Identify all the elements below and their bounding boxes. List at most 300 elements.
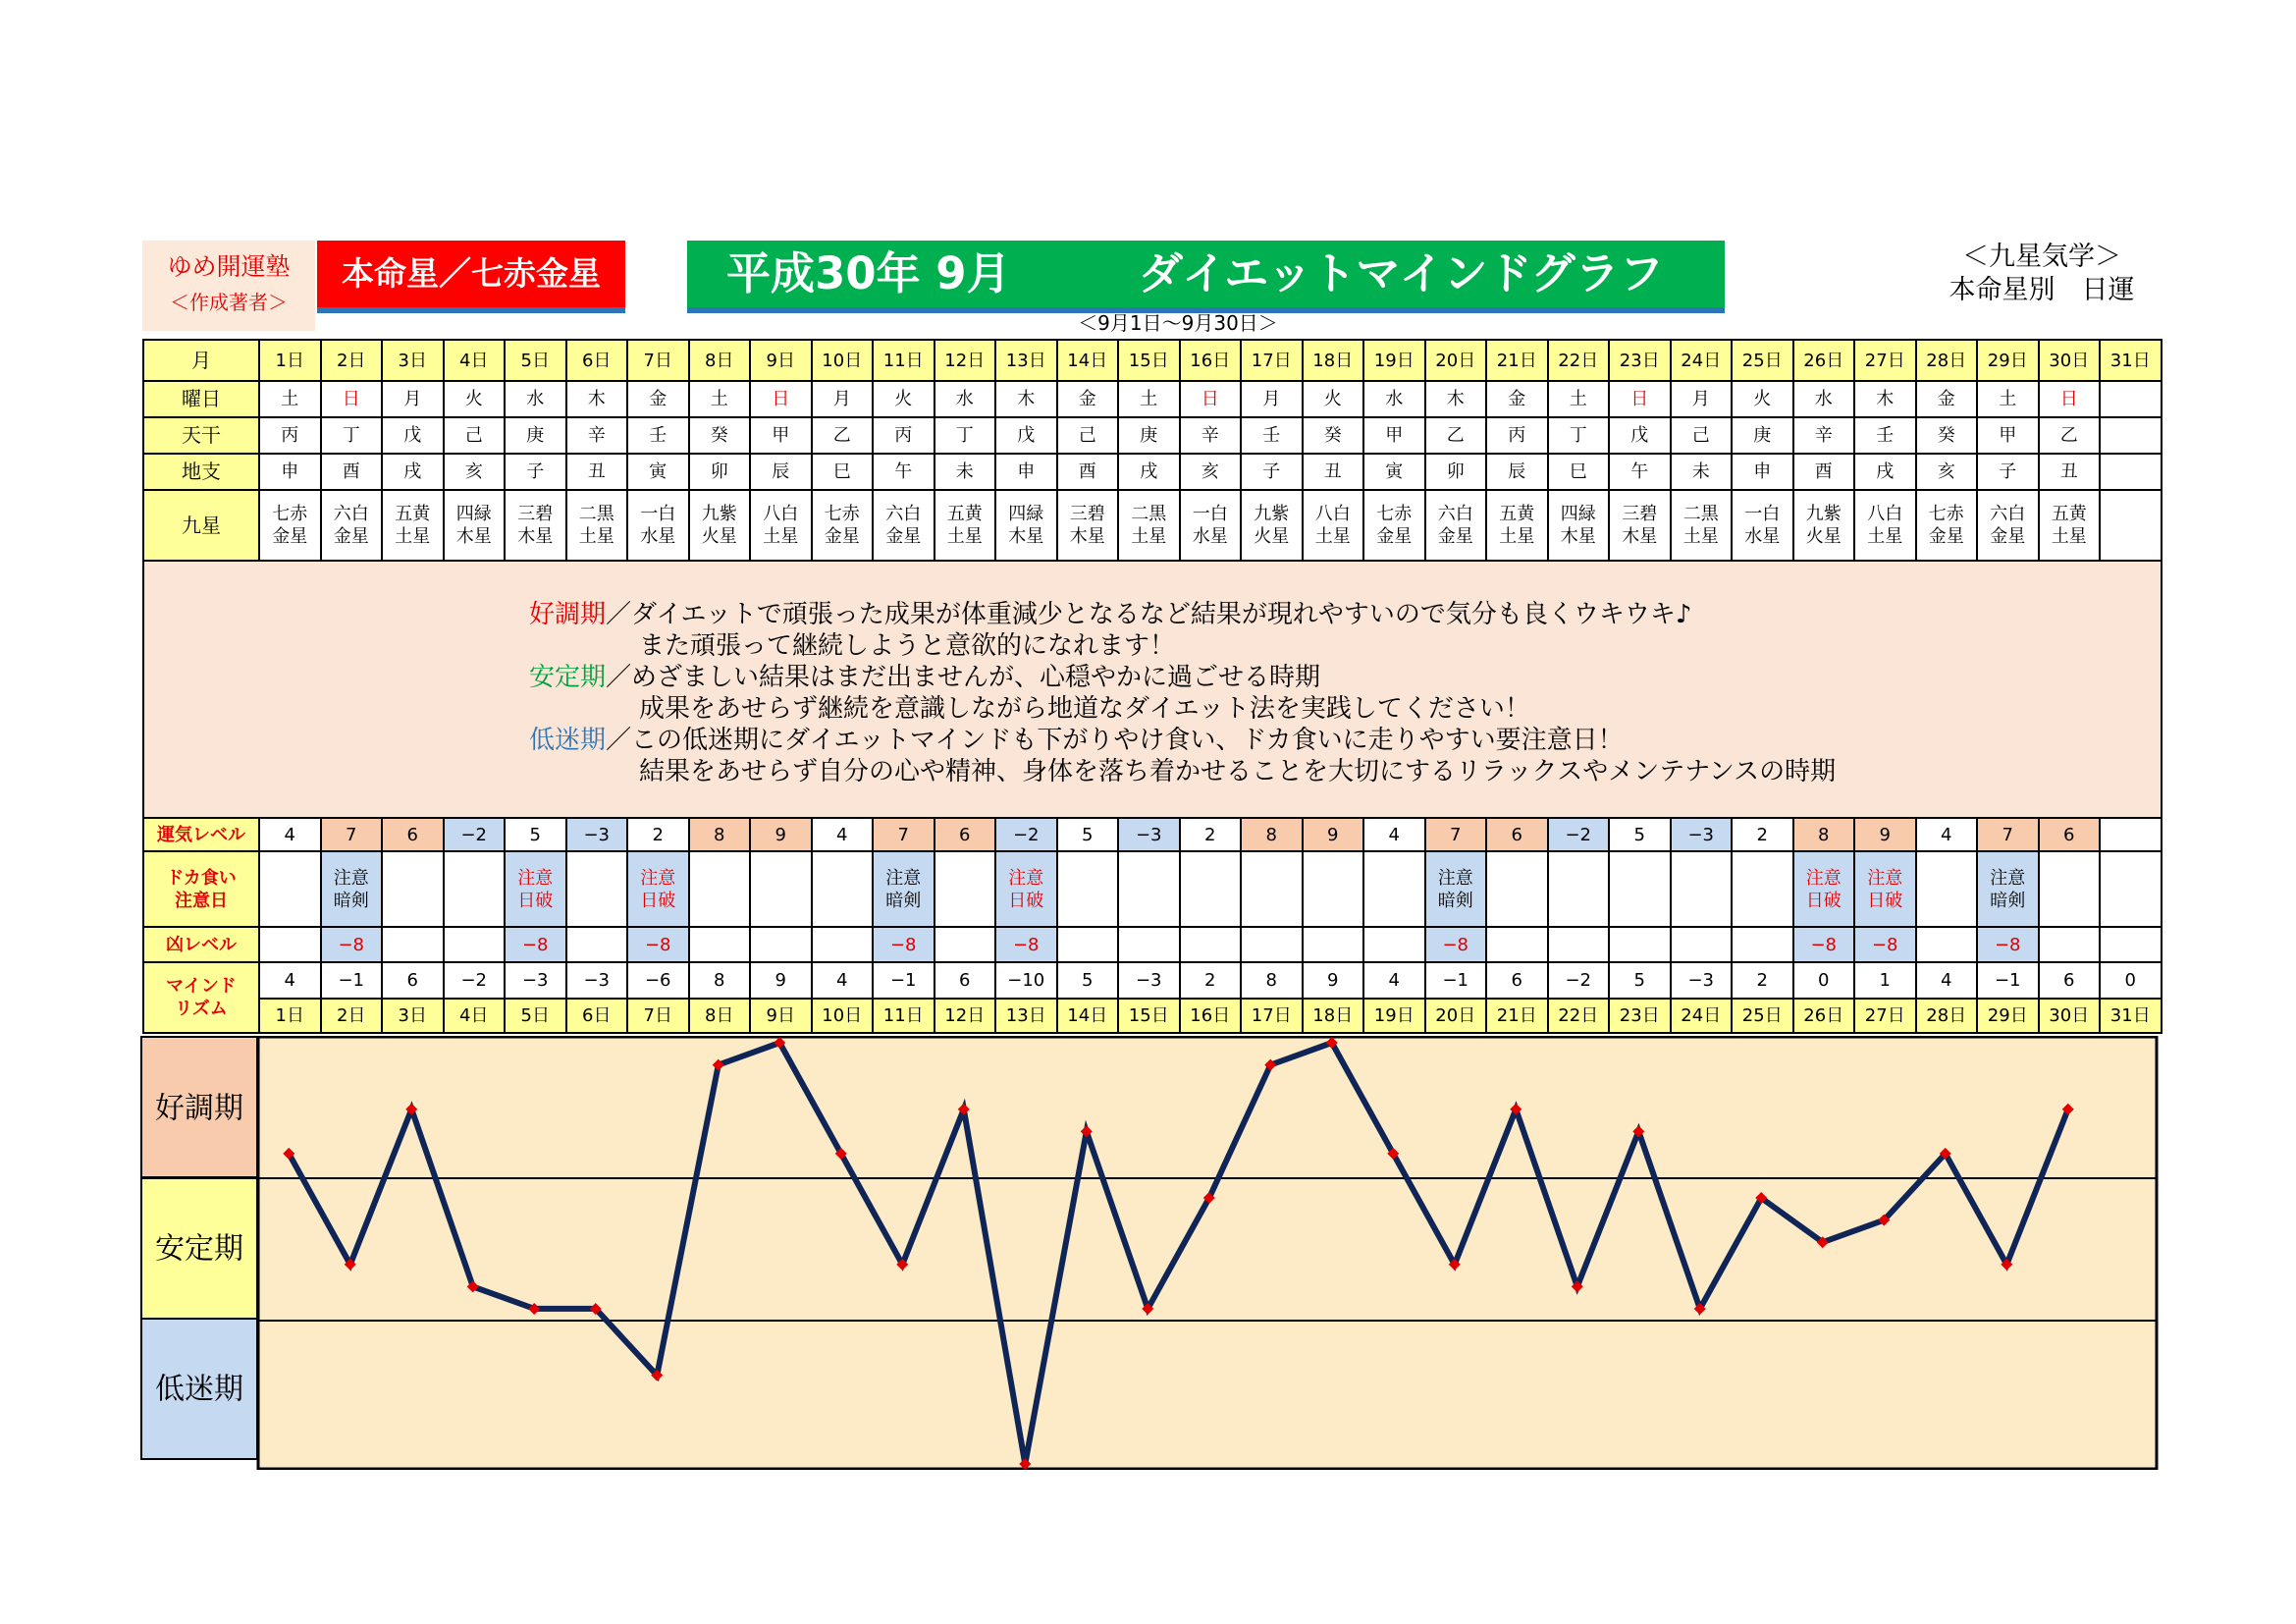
day-header: 20日 xyxy=(1425,340,1487,381)
tenkan-cell: 壬 xyxy=(1854,417,1916,454)
unki-cell: −2 xyxy=(995,818,1057,851)
day-header: 25日 xyxy=(1732,340,1793,381)
chishi-cell: 酉 xyxy=(1793,454,1855,490)
mind-cell: −1 xyxy=(321,962,383,999)
kyusei-cell-line1: 八白 xyxy=(1867,504,1903,524)
mind-cell: −2 xyxy=(444,962,506,999)
day-header: 30日 xyxy=(2039,340,2101,381)
chishi-cell: 亥 xyxy=(1180,454,1242,490)
chishi-cell: 卯 xyxy=(689,454,751,490)
kyusei-cell xyxy=(1548,490,1610,561)
day-footer: 24日 xyxy=(1671,999,1733,1033)
weekday-cell: 水 xyxy=(1363,381,1425,417)
kyusei-cell-line1: 一白 xyxy=(640,504,676,524)
dokagui-cell-line1: 注意 xyxy=(1990,867,2026,889)
subject-box xyxy=(1904,241,2179,307)
calendar-grid xyxy=(142,339,2163,1034)
chishi-cell: 辰 xyxy=(750,454,812,490)
unki-cell: 8 xyxy=(1793,818,1855,851)
dokagui-cell xyxy=(1118,851,1180,927)
tenkan-cell: 己 xyxy=(1057,417,1119,454)
dokagui-cell-line2: 暗剣 xyxy=(1990,890,2026,911)
weekday-cell: 月 xyxy=(1671,381,1733,417)
tenkan-cell: 乙 xyxy=(1425,417,1487,454)
mind-cell: 5 xyxy=(1609,962,1671,999)
tenkan-cell: 癸 xyxy=(689,417,751,454)
weekday-cell: 日 xyxy=(2039,381,2101,417)
day-footer: 9日 xyxy=(750,999,812,1033)
dokagui-cell xyxy=(873,851,934,927)
row-weekday xyxy=(143,381,2162,417)
subject-line1: ＜九星気学＞ xyxy=(1962,242,2121,272)
dokagui-cell-line1: 注意 xyxy=(1008,867,1044,889)
kyo-cell: −8 xyxy=(1793,927,1855,962)
day-header: 7日 xyxy=(627,340,689,381)
tenkan-cell: 丙 xyxy=(259,417,321,454)
plot-area xyxy=(258,1037,2157,1469)
weekday-cell: 火 xyxy=(1303,381,1364,417)
kyo-cell xyxy=(382,927,444,962)
mind-cell: 6 xyxy=(1486,962,1548,999)
day-footer: 19日 xyxy=(1363,999,1425,1033)
day-footer: 31日 xyxy=(2100,999,2162,1033)
unki-cell: −2 xyxy=(1548,818,1610,851)
weekday-cell: 土 xyxy=(1548,381,1610,417)
day-header: 29日 xyxy=(1977,340,2039,381)
day-footer: 4日 xyxy=(444,999,506,1033)
day-footer: 14日 xyxy=(1057,999,1119,1033)
kyusei-cell xyxy=(1303,490,1364,561)
weekday-cell: 月 xyxy=(1241,381,1303,417)
kyusei-cell-line1: 二黒 xyxy=(1682,504,1719,524)
day-footer: 17日 xyxy=(1241,999,1303,1033)
dokagui-cell-line2: 日破 xyxy=(1008,890,1044,911)
dokagui-cell xyxy=(934,851,996,927)
weekday-cell: 水 xyxy=(505,381,566,417)
kyo-cell: −8 xyxy=(627,927,689,962)
weekday-cell xyxy=(2100,381,2162,417)
label-tenkan: 天干 xyxy=(143,417,259,454)
label-chishi: 地支 xyxy=(143,454,259,490)
unki-cell: 7 xyxy=(321,818,383,851)
kyo-cell xyxy=(1671,927,1733,962)
kyusei-cell xyxy=(689,490,751,561)
weekday-cell: 水 xyxy=(934,381,996,417)
day-footer: 15日 xyxy=(1118,999,1180,1033)
kyusei-cell-line1: 八白 xyxy=(1314,504,1351,524)
kyo-cell xyxy=(259,927,321,962)
label-weekday: 曜日 xyxy=(143,381,259,417)
kyusei-cell-line2: 土星 xyxy=(1499,526,1535,547)
kyusei-cell-line1: 七赤 xyxy=(1928,504,1964,524)
kyusei-cell xyxy=(1854,490,1916,561)
unki-cell: −2 xyxy=(444,818,506,851)
tenkan-cell: 壬 xyxy=(1241,417,1303,454)
weekday-cell: 日 xyxy=(1609,381,1671,417)
kyusei-cell-line2: 土星 xyxy=(1867,526,1903,547)
chishi-cell: 亥 xyxy=(1916,454,1978,490)
title-month: 平成30年 9月 xyxy=(726,247,1011,299)
row-tenkan xyxy=(143,417,2162,454)
unki-cell: 7 xyxy=(1425,818,1487,851)
chishi-cell: 寅 xyxy=(1363,454,1425,490)
day-header: 6日 xyxy=(566,340,628,381)
day-header: 12日 xyxy=(934,340,996,381)
kyusei-cell-line2: 木星 xyxy=(517,526,554,547)
kyusei-cell-line2: 土星 xyxy=(946,526,983,547)
day-footer: 6日 xyxy=(566,999,628,1033)
kyusei-cell xyxy=(1057,490,1119,561)
row-kyo xyxy=(143,927,2162,962)
row-unki xyxy=(143,818,2162,851)
dokagui-cell-line1: 注意 xyxy=(1867,867,1903,889)
desc-low-text1: ／この低迷期にダイエットマインドも下がりやけ食い、ドカ食いに走りやすい要注意日！ xyxy=(606,726,1624,755)
day-header: 22日 xyxy=(1548,340,1610,381)
kyusei-cell-line1: 八白 xyxy=(763,504,799,524)
day-footer: 30日 xyxy=(2039,999,2101,1033)
dokagui-cell xyxy=(627,851,689,927)
desc-low-text2: 結果をあせらず自分の心や精神、身体を落ち着かせることを大切にするリラックスやメンテナンスの時期 xyxy=(639,757,1837,786)
tenkan-cell: 壬 xyxy=(627,417,689,454)
unki-cell: 9 xyxy=(1854,818,1916,851)
kyo-cell xyxy=(1548,927,1610,962)
day-footer: 10日 xyxy=(812,999,874,1033)
kyusei-cell xyxy=(1425,490,1487,561)
kyusei-cell-line1: 四緑 xyxy=(1560,504,1596,524)
day-footer: 27日 xyxy=(1854,999,1916,1033)
chishi-cell: 午 xyxy=(873,454,934,490)
kyusei-cell xyxy=(444,490,506,561)
chishi-cell: 卯 xyxy=(1425,454,1487,490)
weekday-cell: 日 xyxy=(1180,381,1242,417)
kyusei-cell xyxy=(750,490,812,561)
mind-cell: −3 xyxy=(505,962,566,999)
kyo-cell xyxy=(1303,927,1364,962)
unki-cell: 2 xyxy=(627,818,689,851)
dokagui-cell xyxy=(1363,851,1425,927)
dokagui-cell xyxy=(750,851,812,927)
kyo-cell xyxy=(1118,927,1180,962)
label-kyusei: 九星 xyxy=(143,490,259,561)
desc-stable-key: 安定期 xyxy=(529,663,607,692)
unki-cell: 6 xyxy=(2039,818,2101,851)
natal-star-banner: 本命星／七赤金星 xyxy=(317,241,625,313)
day-header: 26日 xyxy=(1793,340,1855,381)
chishi-cell: 丑 xyxy=(1303,454,1364,490)
mind-cell: 0 xyxy=(2100,962,2162,999)
kyusei-cell xyxy=(934,490,996,561)
dokagui-cell-line2: 日破 xyxy=(1805,890,1842,911)
kyusei-cell-line2: 火星 xyxy=(1254,526,1290,547)
day-header: 9日 xyxy=(750,340,812,381)
title-main: ダイエットマインドグラフ xyxy=(1139,247,1664,299)
kyusei-cell-line2: 木星 xyxy=(1560,526,1596,547)
chishi-cell: 丑 xyxy=(566,454,628,490)
weekday-cell: 金 xyxy=(1486,381,1548,417)
kyusei-cell xyxy=(2039,490,2101,561)
chishi-cell: 酉 xyxy=(1057,454,1119,490)
dokagui-cell-line2: 暗剣 xyxy=(885,890,922,911)
weekday-cell: 日 xyxy=(750,381,812,417)
dokagui-cell xyxy=(444,851,506,927)
tenkan-cell: 丁 xyxy=(1548,417,1610,454)
mind-cell: 6 xyxy=(934,962,996,999)
day-header: 1日 xyxy=(259,340,321,381)
kyusei-cell-line1: 二黒 xyxy=(578,504,614,524)
mind-cell: 2 xyxy=(1732,962,1793,999)
kyusei-cell xyxy=(1977,490,2039,561)
mind-cell: 8 xyxy=(689,962,751,999)
kyusei-cell-line2: 土星 xyxy=(1131,526,1167,547)
day-footer: 18日 xyxy=(1303,999,1364,1033)
kyusei-cell xyxy=(1118,490,1180,561)
weekday-cell: 土 xyxy=(689,381,751,417)
mind-cell: 1 xyxy=(1854,962,1916,999)
kyusei-cell-line1: 七赤 xyxy=(824,504,860,524)
day-footer: 8日 xyxy=(689,999,751,1033)
day-header: 4日 xyxy=(444,340,506,381)
kyusei-cell-line2: 土星 xyxy=(395,526,431,547)
chishi-cell: 酉 xyxy=(321,454,383,490)
dokagui-cell-line2: 暗剣 xyxy=(333,890,369,911)
tenkan-cell: 癸 xyxy=(1303,417,1364,454)
day-header: 2日 xyxy=(321,340,383,381)
kyo-cell xyxy=(934,927,996,962)
kyusei-cell-line2: 土星 xyxy=(2051,526,2087,547)
kyusei-cell-line1: 四緑 xyxy=(455,504,492,524)
kyusei-cell-line1: 一白 xyxy=(1192,504,1228,524)
kyo-cell: −8 xyxy=(321,927,383,962)
day-header: 16日 xyxy=(1180,340,1242,381)
author-label: ＜作成著者＞ xyxy=(170,291,288,314)
kyusei-cell-line1: 五黄 xyxy=(1499,504,1535,524)
unki-cell xyxy=(2100,818,2162,851)
kyusei-cell xyxy=(1793,490,1855,561)
kyo-cell xyxy=(1609,927,1671,962)
weekday-cell: 木 xyxy=(1854,381,1916,417)
mind-cell: −10 xyxy=(995,962,1057,999)
kyusei-cell-line1: 六白 xyxy=(333,504,369,524)
chishi-cell: 未 xyxy=(934,454,996,490)
chishi-cell: 巳 xyxy=(1548,454,1610,490)
dokagui-cell xyxy=(1486,851,1548,927)
kyusei-cell-line2: 水星 xyxy=(1192,526,1228,547)
unki-cell: −3 xyxy=(566,818,628,851)
kyusei-cell-line1: 六白 xyxy=(1437,504,1473,524)
day-header: 11日 xyxy=(873,340,934,381)
day-footer: 1日 xyxy=(259,999,321,1033)
day-footer: 3日 xyxy=(382,999,444,1033)
chishi-cell xyxy=(2100,454,2162,490)
weekday-cell: 日 xyxy=(321,381,383,417)
dokagui-cell-line2: 日破 xyxy=(517,890,554,911)
dokagui-cell xyxy=(2039,851,2101,927)
chishi-cell: 丑 xyxy=(2039,454,2101,490)
kyusei-cell-line2: 土星 xyxy=(1682,526,1719,547)
chishi-cell: 申 xyxy=(1732,454,1793,490)
mind-cell: 4 xyxy=(259,962,321,999)
kyo-cell xyxy=(566,927,628,962)
chishi-cell: 子 xyxy=(505,454,566,490)
row-dokagui xyxy=(143,851,2162,927)
kyo-cell xyxy=(1241,927,1303,962)
mind-cell: 6 xyxy=(382,962,444,999)
date-range: ＜9月1日～9月30日＞ xyxy=(1078,311,1278,335)
kyusei-cell-line1: 二黒 xyxy=(1131,504,1167,524)
unki-cell: 4 xyxy=(812,818,874,851)
description-panel xyxy=(143,561,2162,818)
kyo-cell: −8 xyxy=(873,927,934,962)
unki-cell: 4 xyxy=(1363,818,1425,851)
mind-cell: −3 xyxy=(1671,962,1733,999)
tenkan-cell: 甲 xyxy=(1363,417,1425,454)
kyusei-cell-line2: 金星 xyxy=(272,526,308,547)
dokagui-cell xyxy=(1793,851,1855,927)
dokagui-cell xyxy=(1916,851,1978,927)
label-mind xyxy=(143,962,259,1033)
day-header: 31日 xyxy=(2100,340,2162,381)
tenkan-cell xyxy=(2100,417,2162,454)
chishi-cell: 巳 xyxy=(812,454,874,490)
day-header: 23日 xyxy=(1609,340,1671,381)
kyusei-cell xyxy=(627,490,689,561)
day-header: 18日 xyxy=(1303,340,1364,381)
kyusei-cell xyxy=(812,490,874,561)
kyo-cell: −8 xyxy=(1977,927,2039,962)
dokagui-cell xyxy=(1854,851,1916,927)
unki-cell: 7 xyxy=(1977,818,2039,851)
day-header: 24日 xyxy=(1671,340,1733,381)
kyo-cell xyxy=(1486,927,1548,962)
day-header: 5日 xyxy=(505,340,566,381)
unki-cell: 9 xyxy=(750,818,812,851)
dokagui-cell xyxy=(505,851,566,927)
unki-cell: 8 xyxy=(1241,818,1303,851)
unki-cell: 5 xyxy=(505,818,566,851)
dokagui-cell xyxy=(1057,851,1119,927)
kyusei-cell-line1: 六白 xyxy=(885,504,922,524)
dokagui-cell xyxy=(1671,851,1733,927)
kyusei-cell xyxy=(1916,490,1978,561)
row-day-footer xyxy=(143,999,2162,1033)
desc-stable-text2: 成果をあせらず継続を意識しながら地道なダイエット法を実践してください！ xyxy=(639,694,1530,724)
tenkan-cell: 丙 xyxy=(1486,417,1548,454)
chishi-cell: 子 xyxy=(1241,454,1303,490)
weekday-cell: 月 xyxy=(812,381,874,417)
label-dokagui xyxy=(143,851,259,927)
weekday-cell: 木 xyxy=(995,381,1057,417)
mind-cell: 6 xyxy=(2039,962,2101,999)
dokagui-cell xyxy=(1303,851,1364,927)
dokagui-cell xyxy=(1241,851,1303,927)
day-footer: 2日 xyxy=(321,999,383,1033)
label-month: 月 xyxy=(143,340,259,381)
chishi-cell: 申 xyxy=(995,454,1057,490)
title-banner xyxy=(687,241,1725,313)
kyusei-cell-line1: 七赤 xyxy=(1376,504,1413,524)
weekday-cell: 火 xyxy=(1732,381,1793,417)
unki-cell: 6 xyxy=(1486,818,1548,851)
row-kyusei xyxy=(143,490,2162,561)
day-header: 28日 xyxy=(1916,340,1978,381)
chishi-cell: 子 xyxy=(1977,454,2039,490)
label-mind-2: リズム xyxy=(175,999,228,1019)
tenkan-cell: 庚 xyxy=(505,417,566,454)
mind-rhythm-chart xyxy=(140,1036,2159,1470)
dokagui-cell xyxy=(259,851,321,927)
tenkan-cell: 甲 xyxy=(750,417,812,454)
chishi-cell: 寅 xyxy=(627,454,689,490)
kyusei-cell-line2: 金星 xyxy=(1990,526,2026,547)
kyusei-cell-line1: 九紫 xyxy=(1254,504,1290,524)
school-box xyxy=(142,241,315,331)
kyusei-cell-line2: 木星 xyxy=(1069,526,1105,547)
kyusei-cell-line2: 水星 xyxy=(1744,526,1781,547)
mind-cell: 0 xyxy=(1793,962,1855,999)
tenkan-cell: 辛 xyxy=(1793,417,1855,454)
kyusei-cell xyxy=(1180,490,1242,561)
dokagui-cell xyxy=(1977,851,2039,927)
kyo-cell: −8 xyxy=(505,927,566,962)
tenkan-cell: 己 xyxy=(1671,417,1733,454)
day-header: 19日 xyxy=(1363,340,1425,381)
desc-low-key: 低迷期 xyxy=(529,726,607,755)
desc-good-text2: また頑張って継続しようと意欲的になれます！ xyxy=(639,631,1176,661)
mind-cell: 4 xyxy=(1916,962,1978,999)
day-footer: 13日 xyxy=(995,999,1057,1033)
weekday-cell: 月 xyxy=(382,381,444,417)
tenkan-cell: 戊 xyxy=(1609,417,1671,454)
weekday-cell: 土 xyxy=(259,381,321,417)
day-header: 14日 xyxy=(1057,340,1119,381)
tenkan-cell: 乙 xyxy=(812,417,874,454)
kyo-cell xyxy=(1916,927,1978,962)
kyusei-cell xyxy=(1609,490,1671,561)
chishi-cell: 亥 xyxy=(444,454,506,490)
kyusei-cell-line1: 五黄 xyxy=(395,504,431,524)
dokagui-cell xyxy=(1180,851,1242,927)
weekday-cell: 土 xyxy=(1118,381,1180,417)
day-footer: 28日 xyxy=(1916,999,1978,1033)
kyo-cell: −8 xyxy=(1425,927,1487,962)
dokagui-cell xyxy=(321,851,383,927)
chishi-cell: 辰 xyxy=(1486,454,1548,490)
unki-cell: 4 xyxy=(1916,818,1978,851)
tenkan-cell: 庚 xyxy=(1732,417,1793,454)
day-footer: 16日 xyxy=(1180,999,1242,1033)
kyusei-cell xyxy=(1486,490,1548,561)
chishi-cell: 戌 xyxy=(1854,454,1916,490)
desc-good-text1: ／ダイエットで頑張った成果が体重減少となるなど結果が現れやすいので気分も良くウキウキ♪ xyxy=(606,600,1692,629)
unki-cell: 5 xyxy=(1609,818,1671,851)
day-header: 8日 xyxy=(689,340,751,381)
unki-cell: 2 xyxy=(1180,818,1242,851)
kyusei-cell xyxy=(259,490,321,561)
mind-cell: −1 xyxy=(1977,962,2039,999)
kyusei-cell-line1: 九紫 xyxy=(1805,504,1842,524)
weekday-cell: 火 xyxy=(873,381,934,417)
row-month xyxy=(143,340,2162,381)
kyo-cell xyxy=(2039,927,2101,962)
desc-good-key: 好調期 xyxy=(529,600,607,629)
day-header: 13日 xyxy=(995,340,1057,381)
dokagui-cell xyxy=(566,851,628,927)
kyusei-cell-line2: 土星 xyxy=(763,526,799,547)
kyo-cell xyxy=(689,927,751,962)
unki-cell: 7 xyxy=(873,818,934,851)
day-footer: 26日 xyxy=(1793,999,1855,1033)
day-footer: 5日 xyxy=(505,999,566,1033)
